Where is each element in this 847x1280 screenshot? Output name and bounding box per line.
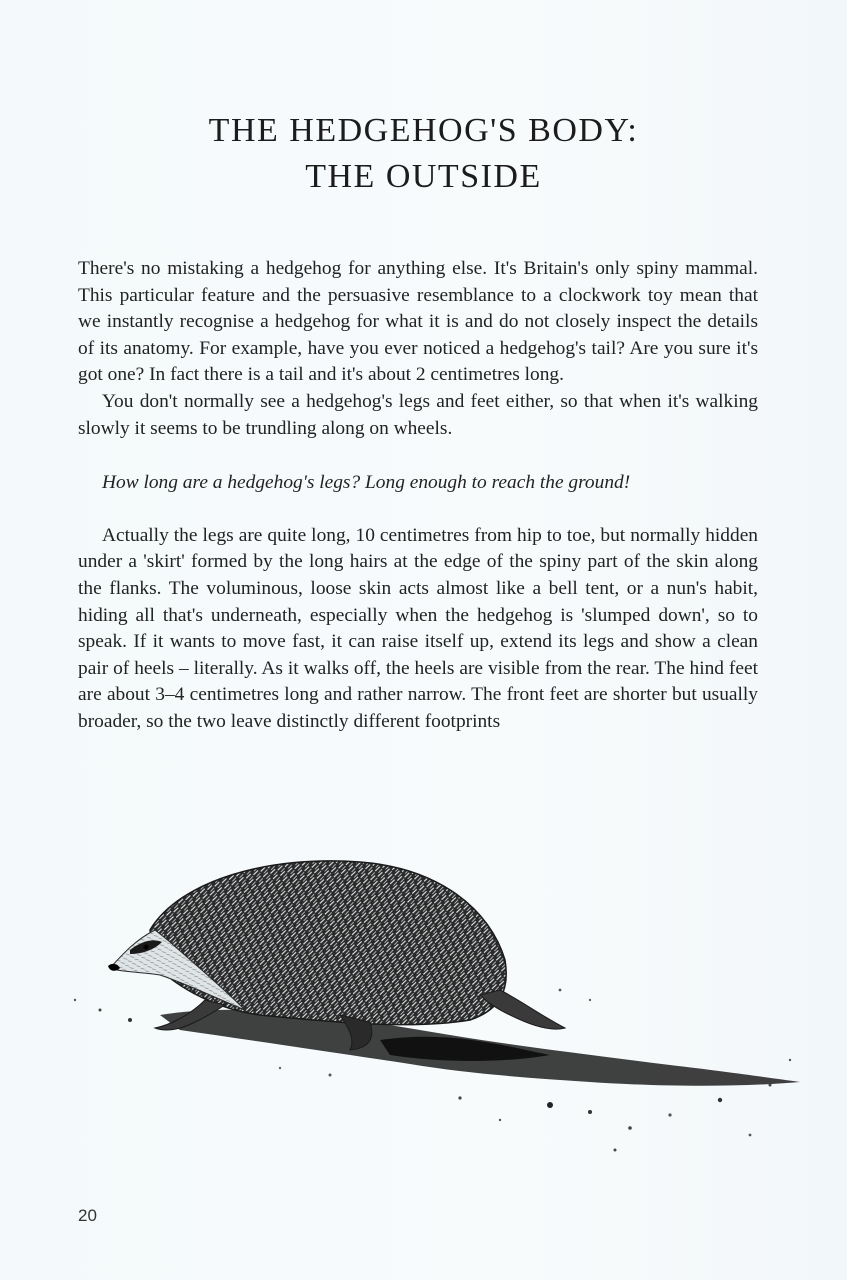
- page-number: 20: [78, 1206, 97, 1225]
- hedgehog: [108, 861, 565, 1050]
- chapter-title: [0, 108, 847, 200]
- chapter-title-line-1: THE HEDGEHOG'S BODY:: [208, 112, 639, 149]
- chapter-title-line-2: THE OUTSIDE: [305, 158, 542, 195]
- body-text: [78, 256, 758, 736]
- paragraph-3: Actually the legs are quite long, 10 centimetres from hip to toe, but normally hidden under a 'skirt' formed by the long hairs at the edge of the spiny part of the skin along the flanks. The voluminous, loose skin acts almost like a bell tent, or a nun's habit, hiding all that's underneath, especially when the hedgehog is 'slumped down', so to speak. If it wants to move fast, it can raise itself up, extend its legs and show a clean pair of heels – literally. As it walks off, the heels are visible from the rear. The hind feet are about 3–4 centimetres long and rather narrow. The front feet are shorter but usually broader, so the two leave distinctly different footprints: [78, 524, 758, 732]
- paragraph-2: You don't normally see a hedgehog's legs and feet either, so that when it's walking slowly it seems to be trundling along on wheels.: [78, 390, 758, 439]
- hedgehog-illustration: [30, 850, 810, 1180]
- paragraph-1: There's no mistaking a hedgehog for anything else. It's Britain's only spiny mammal. This particular feature and the persuasive resemblance to a clockwork toy mean that we instantly recognise a hedgehog for what it is and do not closely inspect the details of its anatomy. For example, have you ever noticed a hedgehog's tail? Are you sure it's got one? In fact there is a tail and it's about 2 centimetres long.: [78, 258, 758, 386]
- question-line: How long are a hedgehog's legs? Long enough to reach the ground!: [102, 472, 631, 494]
